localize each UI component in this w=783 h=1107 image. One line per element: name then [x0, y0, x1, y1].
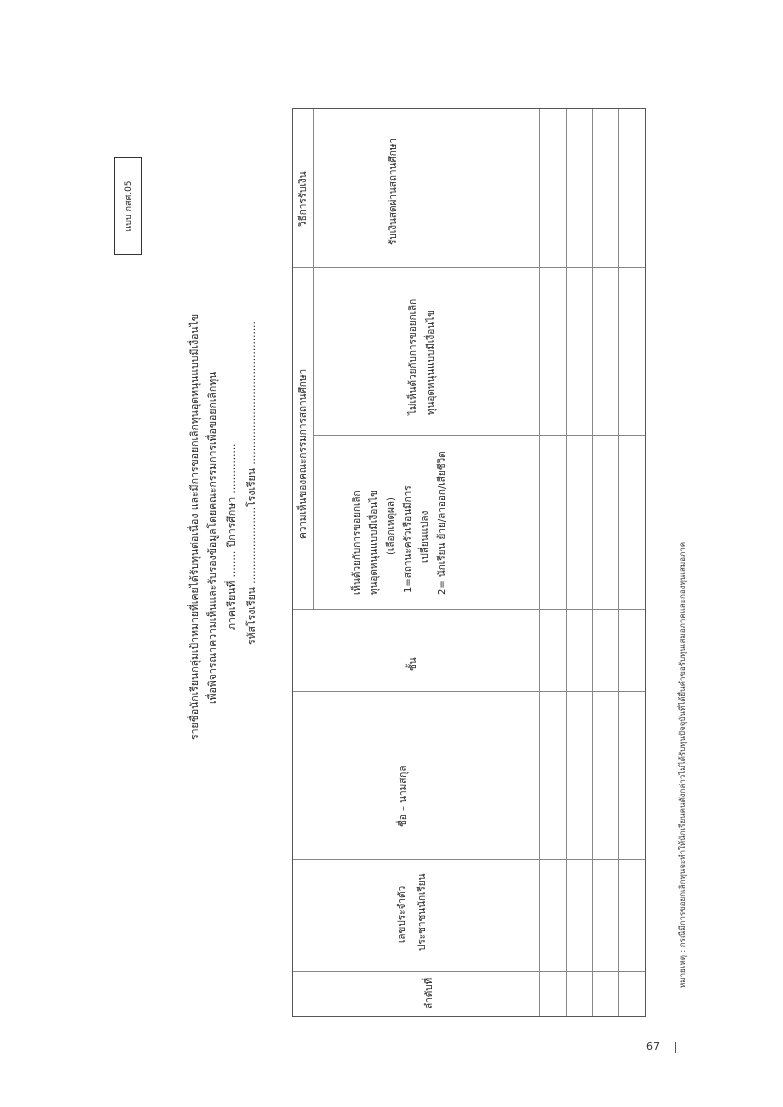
col-disagree — [405, 299, 441, 415]
page-number: 67 — [646, 1040, 660, 1053]
col-payment-group: วิธีการรับเงิน — [298, 171, 309, 227]
payment-header-divider — [313, 109, 314, 267]
col-disagree-line-1: ไม่เห็นด้วยกับการขอยกเลิก — [408, 298, 419, 415]
form-code: แบบ กสศ.05 — [124, 180, 134, 232]
row-divider — [618, 109, 619, 1016]
col-grade: ชั้น — [408, 657, 419, 671]
col-id-line-2: ประชาชนนักเรียน — [417, 873, 428, 951]
col-agree-line-1: เห็นด้วยกับการขอยกเลิก — [352, 490, 363, 595]
col-agree-line-5: เปลี่ยนแปลง — [420, 510, 431, 563]
header-line-3: ภาคเรียนที่ ........ ปีการศึกษา ............... — [226, 443, 238, 630]
col-agree-line-2: ทุนอุดหนุนแบบมีเงื่อนไข — [369, 490, 380, 595]
footnote: หมายเหตุ : กรณีมีการขอยกเลิกทุนจะทำให้นักเรียนคนดังกล่าวไม่ได้รับทุนปัจจุบันที่ได้ยื่นคำขอรับทุนเสมอภาคและกองทุนเสมอภาค — [678, 541, 687, 988]
page-number-divider — [675, 1042, 676, 1053]
row-divider — [592, 109, 593, 1016]
col-disagree-line-2: ทุนอุดหนุนแบบมีเงื่อนไข — [426, 310, 437, 415]
col-no: ลำดับที่ — [424, 977, 435, 1009]
col-agree — [349, 451, 451, 595]
col-id — [393, 874, 433, 952]
header-line-4: รหัสโรงเรียน .......................โรงเรียน ........................................... — [246, 321, 258, 645]
header-line-2: เพื่อพิจารณาความเห็นและรับรองข้อมูลโดยคณะกรรมการเพื่อขอยกเลิกทุน — [207, 371, 219, 704]
row-divider — [566, 109, 567, 1016]
col-agree-line-3: (เลือกเหตุผล) — [386, 497, 397, 555]
col-agree-line-4: 1=สถานะครัวเรือนมีการ — [403, 485, 414, 593]
col-name: ชื่อ – นามสกุล — [398, 765, 409, 827]
col-divider-opinion-inner — [313, 435, 645, 436]
header-line-1: รายชื่อนักเรียนกลุ่มเป้าหมายที่เคยได้รับทุนต่อเนื่อง และมีการขอยกเลิกทุนอุดหนุนแบบมีเงื่อนไข — [189, 313, 201, 740]
col-payment: รับเงินสดผ่านสถานศึกษา — [388, 138, 399, 245]
row-divider — [539, 109, 540, 1016]
opinion-header-divider — [313, 267, 314, 609]
col-id-line-1: เลขประจำตัว — [397, 885, 408, 943]
student-table — [292, 108, 646, 1017]
col-agree-line-6: 2= นักเรียน ย้าย/ลาออก/เสียชีวิต — [437, 451, 448, 595]
form-code-box — [114, 157, 142, 255]
col-opinion-group: ความเห็นของคณะกรรมการสถานศึกษา — [298, 368, 309, 539]
